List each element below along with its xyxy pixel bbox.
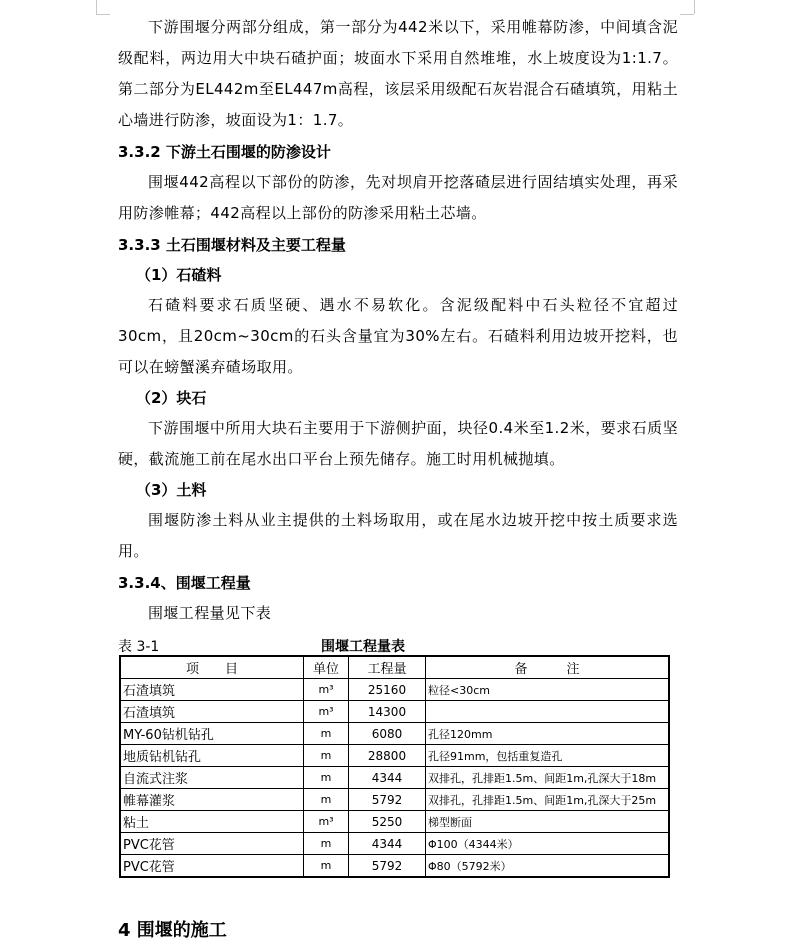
- cell-unit: m: [304, 855, 349, 878]
- paragraph-downstream-cofferdam: 下游围堰分两部分组成，第一部分为442米以下，采用帷幕防渗，中间填含泥级配料，两边用大中块石碴护面；坡面水下采用自然堆堆，水上坡度设为1:1.7。第二部分为EL442m至EL447m高程，该层采用级配石灰岩混合石碴填筑，用粘土心墙进行防渗，坡面设为1：1.7。: [118, 18, 678, 129]
- quantity-table: [119, 655, 670, 878]
- cell-note: Φ100（4344米）: [426, 833, 670, 855]
- cell-item: 石渣填筑: [120, 701, 304, 723]
- table-row: [120, 833, 669, 855]
- cell-note: 双排孔，孔排距1.5m、间距1m,孔深大于25m: [426, 789, 670, 811]
- table-row: [120, 855, 669, 878]
- cell-unit: m: [304, 833, 349, 855]
- table-row: [120, 767, 669, 789]
- cell-unit: m: [304, 745, 349, 767]
- cell-unit: m: [304, 723, 349, 745]
- header-item: 项 目: [120, 656, 304, 679]
- cell-note: 粒径<30cm: [426, 679, 670, 701]
- table-number: 表 3-1: [118, 639, 160, 655]
- heading-chapter-4: 4 围堰的施工: [118, 920, 227, 941]
- cell-unit: m³: [304, 701, 349, 723]
- heading-3-3-4: 3.3.4、围堰工程量: [118, 574, 251, 592]
- subheading-rubble: （1）石碴料: [136, 266, 222, 284]
- table-row: [120, 679, 669, 701]
- cell-note: 孔径91mm，包括重复造孔: [426, 745, 670, 767]
- header-quantity: 工程量: [349, 656, 426, 679]
- table-row: [120, 723, 669, 745]
- cell-item: 地质钻机钻孔: [120, 745, 304, 767]
- cell-quantity: 4344: [349, 767, 426, 789]
- table-row: [120, 811, 669, 833]
- heading-3-3-2: 3.3.2 下游土石围堰的防渗设计: [118, 143, 331, 161]
- paragraph-earth-material: 围堰防渗土料从业主提供的土料场取用，或在尾水边坡开挖中按土质要求选用。: [118, 511, 678, 560]
- cell-quantity: 5792: [349, 789, 426, 811]
- table-title: 围堰工程量表: [321, 639, 405, 655]
- cell-item: PVC花管: [120, 833, 304, 855]
- cell-item: 帷幕灌浆: [120, 789, 304, 811]
- margin-corner-mark-right: [680, 14, 694, 15]
- cell-note: Φ80（5792米）: [426, 855, 670, 878]
- header-unit: 单位: [304, 656, 349, 679]
- subheading-earth-material: （3）土料: [136, 481, 207, 499]
- table-row: [120, 701, 669, 723]
- cell-note: 孔径120mm: [426, 723, 670, 745]
- cell-quantity: 14300: [349, 701, 426, 723]
- heading-3-3-3: 3.3.3 土石围堰材料及主要工程量: [118, 236, 346, 254]
- paragraph-seepage-design: 围堰442高程以下部份的防渗，先对坝肩开挖落碴层进行固结填实处理，再采用防渗帷幕；442高程以上部份的防渗采用粘土芯墙。: [118, 173, 678, 222]
- header-note: 备 注: [426, 656, 670, 679]
- margin-corner-mark-left: [96, 0, 97, 14]
- cell-quantity: 4344: [349, 833, 426, 855]
- table-header-row: [120, 656, 669, 679]
- cell-quantity: 5792: [349, 855, 426, 878]
- cell-quantity: 25160: [349, 679, 426, 701]
- paragraph-rubble: 石碴料要求石质坚硬、遇水不易软化。含泥级配料中石头粒径不宜超过30cm，且20cm~30cm的石头含量宜为30%左右。石碴料利用边坡开挖料，也可以在螃蟹溪弃碴场取用。: [118, 296, 678, 376]
- document-body: [118, 12, 678, 878]
- cell-note: [426, 701, 670, 723]
- cell-unit: m³: [304, 679, 349, 701]
- cell-note: 梯型断面: [426, 811, 670, 833]
- cell-item: PVC花管: [120, 855, 304, 878]
- table-row: [120, 745, 669, 767]
- table-caption: [118, 635, 678, 655]
- cell-quantity: 5250: [349, 811, 426, 833]
- cell-unit: m: [304, 789, 349, 811]
- margin-corner-mark-right: [694, 0, 695, 14]
- cell-note: 双排孔，孔排距1.5m、间距1m,孔深大于18m: [426, 767, 670, 789]
- cell-item: MY-60钻机钻孔: [120, 723, 304, 745]
- cell-item: 自流式注浆: [120, 767, 304, 789]
- subheading-block-stone: （2）块石: [136, 389, 207, 407]
- paragraph-block-stone: 下游围堰中所用大块石主要用于下游侧护面，块径0.4米至1.2米，要求石质坚硬，截流施工前在尾水出口平台上预先储存。施工时用机械抛填。: [118, 419, 678, 468]
- cell-unit: m: [304, 767, 349, 789]
- cell-item: 石渣填筑: [120, 679, 304, 701]
- table-row: [120, 789, 669, 811]
- cell-item: 粘土: [120, 811, 304, 833]
- cell-unit: m³: [304, 811, 349, 833]
- margin-corner-mark-left: [96, 14, 110, 15]
- cell-quantity: 6080: [349, 723, 426, 745]
- paragraph-quantity-intro: 围堰工程量见下表: [148, 604, 272, 622]
- cell-quantity: 28800: [349, 745, 426, 767]
